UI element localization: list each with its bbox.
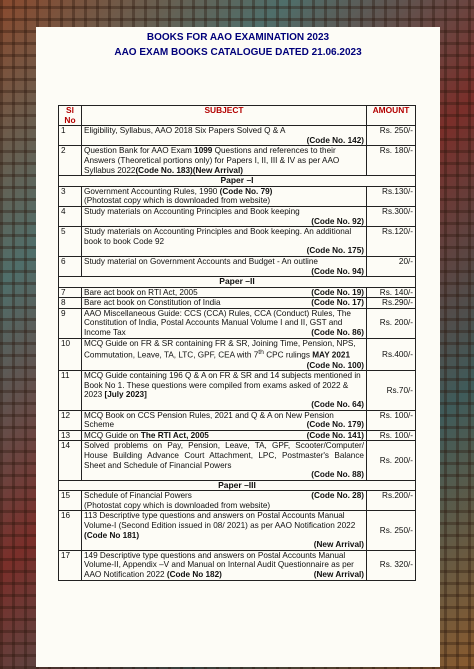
paper-heading: Paper –III: [59, 480, 416, 491]
subject-cell: [82, 410, 367, 430]
table-row: [59, 256, 416, 276]
amount-cell: 20/-: [367, 256, 416, 276]
amount-cell: Rs.70/-: [367, 371, 416, 410]
sl-cell: 10: [59, 338, 82, 371]
subject-text: Schedule of Financial Powers: [84, 491, 192, 501]
book-code: (Code No. 86): [311, 328, 364, 338]
sl-cell: 9: [59, 308, 82, 338]
table-row: [59, 298, 416, 309]
sl-cell: 17: [59, 550, 82, 580]
subject-text: AAO Miscellaneous Guide: CCS (CCA) Rules, CCA (Conduct) Rules, The Constitution of India, Postal Accounts Manual Volume I and II, GST and Income Tax: [84, 308, 351, 338]
amount-cell: Rs. 100/-: [367, 410, 416, 430]
book-code: (Code No. 88): [311, 470, 364, 480]
edition-date: MAY 2021: [312, 350, 351, 360]
book-code: (Code No. 19): [311, 287, 364, 297]
subject-cell: [82, 186, 367, 206]
sl-cell: 4: [59, 206, 82, 226]
sl-cell: 15: [59, 491, 82, 511]
book-code: (Code No. 79): [219, 186, 273, 196]
book-title: The RTI Act, 2005: [140, 430, 209, 440]
subject-cell: [82, 298, 367, 309]
sl-cell: 11: [59, 371, 82, 410]
subject-cell: [82, 371, 367, 410]
amount-cell: Rs. 250/-: [367, 126, 416, 146]
amount-cell: Rs. 140/-: [367, 287, 416, 298]
new-arrival-badge: (New Arrival): [313, 570, 364, 580]
subject-text: Question Bank for AAO Exam: [84, 146, 195, 156]
subject-header: SUBJECT: [82, 106, 367, 126]
book-code: (Code No. 17): [311, 298, 364, 308]
subject-cell: [82, 511, 367, 550]
subject-text: Study material on Government Accounts and Budget - An outline: [84, 256, 318, 266]
table-row: [59, 410, 416, 430]
paper-heading: Paper –II: [59, 277, 416, 288]
table-row: [59, 126, 416, 146]
book-code: (Code No. 94): [311, 266, 364, 276]
sl-cell: 6: [59, 256, 82, 276]
table-row: [59, 441, 416, 480]
table-row: [59, 491, 416, 511]
book-code: (Code No. 64): [311, 399, 364, 409]
table-row: [59, 371, 416, 410]
subject-cell: [82, 126, 367, 146]
book-code: (Code No. 179): [306, 420, 364, 430]
sl-cell: 5: [59, 227, 82, 257]
subject-cell: [82, 430, 367, 441]
edition-date: [July 2023]: [104, 390, 147, 400]
subject-text: Study materials on Accounting Principles and Book keeping: [84, 206, 300, 216]
subject-text: MCQ Book on CCS Pension Rules, 2021 and Q & A on New Pension Scheme: [84, 410, 334, 430]
subject-cell: [82, 287, 367, 298]
sl-cell: 13: [59, 430, 82, 441]
book-code: (Code No. 28): [311, 491, 364, 501]
subject-cell: [82, 441, 367, 480]
ordinal-suffix: th: [258, 349, 264, 357]
new-arrival-badge: (New Arrival): [192, 165, 243, 175]
table-row: [59, 550, 416, 580]
sl-cell: 3: [59, 186, 82, 206]
subject-cell: [82, 227, 367, 257]
books-table: [58, 105, 416, 581]
sl-cell: 7: [59, 287, 82, 298]
amount-cell: Rs. 200/-: [367, 441, 416, 480]
sl-cell: 1: [59, 126, 82, 146]
amount-cell: Rs.300/-: [367, 206, 416, 226]
subject-text: Questions and references to their Answers (Theoretical portions only) for Papers I, II, III & IV as per AAO Syllabus 2022: [84, 146, 340, 175]
table-row: [59, 287, 416, 298]
table-header-row: [59, 106, 416, 126]
subject-cell: [82, 256, 367, 276]
subject-text: Bare act book on Constitution of India: [84, 298, 221, 308]
paper-heading-row: [59, 176, 416, 187]
catalogue-subtitle: AAO EXAM BOOKS CATALOGUE DATED 21.06.2023: [114, 47, 362, 58]
amount-header: AMOUNT: [367, 106, 416, 126]
subject-text: MCQ Guide on: [84, 430, 141, 440]
subject-text: MCQ Guide containing 196 Q & A on FR & SR and 14 subjects mentioned in Book No 1. These questions were compiled from exams asked of 2022 & 2023: [84, 371, 361, 400]
table-row: [59, 206, 416, 226]
book-code: (Code No. 100): [306, 360, 364, 370]
sl-cell: 12: [59, 410, 82, 430]
subject-cell: [82, 146, 367, 176]
subject-text: Government Accounting Rules, 1990: [84, 186, 220, 196]
subject-text: MCQ Guide on FR & SR containing FR & SR, Joining Time, Pension, NPS, Commutation, Leave, TA, LTC, GPF, CEA with 7: [84, 338, 356, 360]
paper-heading: Paper –I: [59, 176, 416, 187]
table-row: [59, 308, 416, 338]
amount-cell: Rs. 100/-: [367, 430, 416, 441]
table-row: [59, 227, 416, 257]
subject-text: 149 Descriptive type questions and answers on Postal Accounts Manual Volume-II, Appendix –V and Manual on Internal Audit Questionnaire as per AAO Notification 2022: [84, 550, 354, 580]
amount-cell: Rs. 180/-: [367, 146, 416, 176]
subject-text: Eligibility, Syllabus, AAO 2018 Six Papers Solved Q & A: [84, 126, 286, 136]
amount-cell: Rs.200/-: [367, 491, 416, 511]
subject-note: (Photostat copy which is downloaded from website): [84, 500, 271, 510]
subject-text: Bare act book on RTI Act, 2005: [84, 287, 198, 297]
table-row: [59, 511, 416, 550]
subject-cell: [82, 491, 367, 511]
catalogue-title: BOOKS FOR AAO EXAMINATION 2023: [146, 32, 330, 43]
subject-cell: [82, 206, 367, 226]
book-code: (Code No. 141): [306, 430, 364, 440]
amount-cell: Rs. 320/-: [367, 550, 416, 580]
amount-cell: Rs. 250/-: [367, 511, 416, 550]
table-row: [59, 146, 416, 176]
catalogue-sheet: [36, 27, 440, 667]
sl-no-header: Sl No: [59, 106, 82, 126]
paper-heading-row: [59, 277, 416, 288]
amount-cell: Rs.400/-: [367, 338, 416, 371]
subject-cell: [82, 338, 367, 371]
subject-text: CPC rulings: [263, 350, 313, 360]
book-code: (Code No. 142): [306, 135, 364, 145]
paper-heading-row: [59, 480, 416, 491]
question-count: 1099: [194, 146, 213, 156]
subject-text: Study materials on Accounting Principles and Book keeping. An additional book to book Code 92: [84, 227, 352, 246]
sl-cell: 14: [59, 441, 82, 480]
book-code: (Code No. 92): [311, 216, 364, 226]
table-row: [59, 338, 416, 371]
amount-cell: Rs.130/-: [367, 186, 416, 206]
book-code: (Code No. 183): [135, 165, 193, 175]
table-row: [59, 186, 416, 206]
subject-cell: [82, 550, 367, 580]
subject-note: (Photostat copy which is downloaded from website): [84, 196, 271, 206]
subject-text: 113 Descriptive type questions and answers on Postal Accounts Manual Volume-I (Second Edition issued in 08/ 2021) as per AAO Notification 2022: [84, 511, 356, 531]
book-code: (Code No. 175): [306, 246, 364, 256]
amount-cell: Rs.290/-: [367, 298, 416, 309]
book-code: (Code No 181): [84, 530, 140, 540]
table-row: [59, 430, 416, 441]
book-code: (Code No 182): [166, 570, 222, 580]
sl-cell: 2: [59, 146, 82, 176]
subject-text: Solved problems on Pay, Pension, Leave, TA, GPF, Scooter/Computer/ House Building Advance Court Attachment, LPC, Postmaster's Balance Sheet and Schedule of Financial Powers: [84, 441, 364, 470]
sl-cell: 8: [59, 298, 82, 309]
sl-cell: 16: [59, 511, 82, 550]
amount-cell: Rs.120/-: [367, 227, 416, 257]
subject-cell: [82, 308, 367, 338]
new-arrival-badge: (New Arrival): [313, 540, 364, 550]
amount-cell: Rs. 200/-: [367, 308, 416, 338]
